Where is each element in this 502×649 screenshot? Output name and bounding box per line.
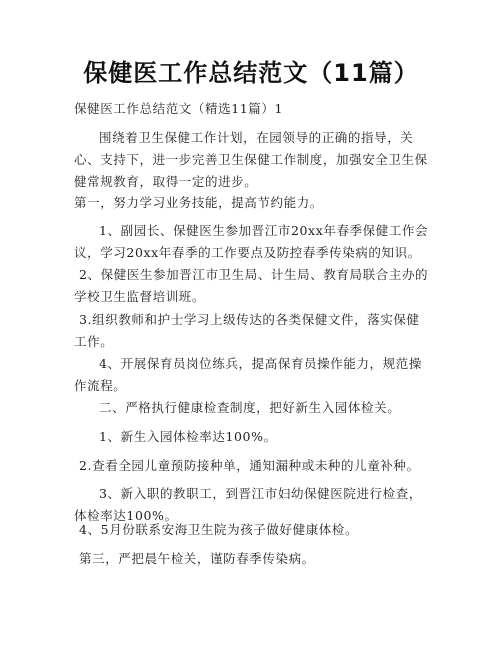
document-title: 保健医工作总结范文（11篇） — [83, 59, 419, 87]
paragraph-item-3: 3.组织教师和护士学习上级传达的各类保健文件，落实保健工作。 — [74, 312, 420, 349]
paragraph-section-1-heading: 第一，努力学习业务技能，提高节约能力。 — [74, 195, 323, 210]
paragraph-item-7: 3、新入职的教职工，到晋江市妇幼保健医院进行检查，体检率达100%。 — [74, 486, 422, 523]
paragraph-item-5: 1、新生入园体检率达100%。 — [99, 429, 277, 444]
paragraph-section-2-heading: 二、严格执行健康检查制度，把好新生入园体检关。 — [99, 400, 401, 415]
paragraph-item-2: 2、保健医生参加晋江市卫生局、计生局、教育局联合主办的学校卫生监督培训班。 — [74, 267, 429, 304]
paragraph-item-8: 4、5月份联系安海卫生院为孩子做好健康体检。 — [79, 522, 359, 537]
paragraph-subtitle: 保健医工作总结范文（精选11篇）1 — [74, 101, 284, 116]
paragraph-section-3-heading: 第三，严把晨午检关，谨防春季传染病。 — [79, 551, 315, 566]
paragraph-item-4: 4、开展保育员岗位练兵，提高保育员操作能力，规范操作流程。 — [74, 356, 422, 393]
paragraph-item-1: 1、副园长、保健医生参加晋江市20xx年春季保健工作会议，学习20xx年春季的工作要点及防控春季传染病的知识。 — [74, 223, 429, 260]
paragraph-item-6: 2.查看全园儿童预防接种单，通知漏种或未种的儿童补种。 — [79, 458, 420, 473]
paragraph-intro: 围绕着卫生保健工作计划，在园领导的正确的指导，关心、支持下，进一步完善卫生保健工作制度，加强安全卫生保健常规教育，取得一定的进步。 — [74, 130, 428, 189]
